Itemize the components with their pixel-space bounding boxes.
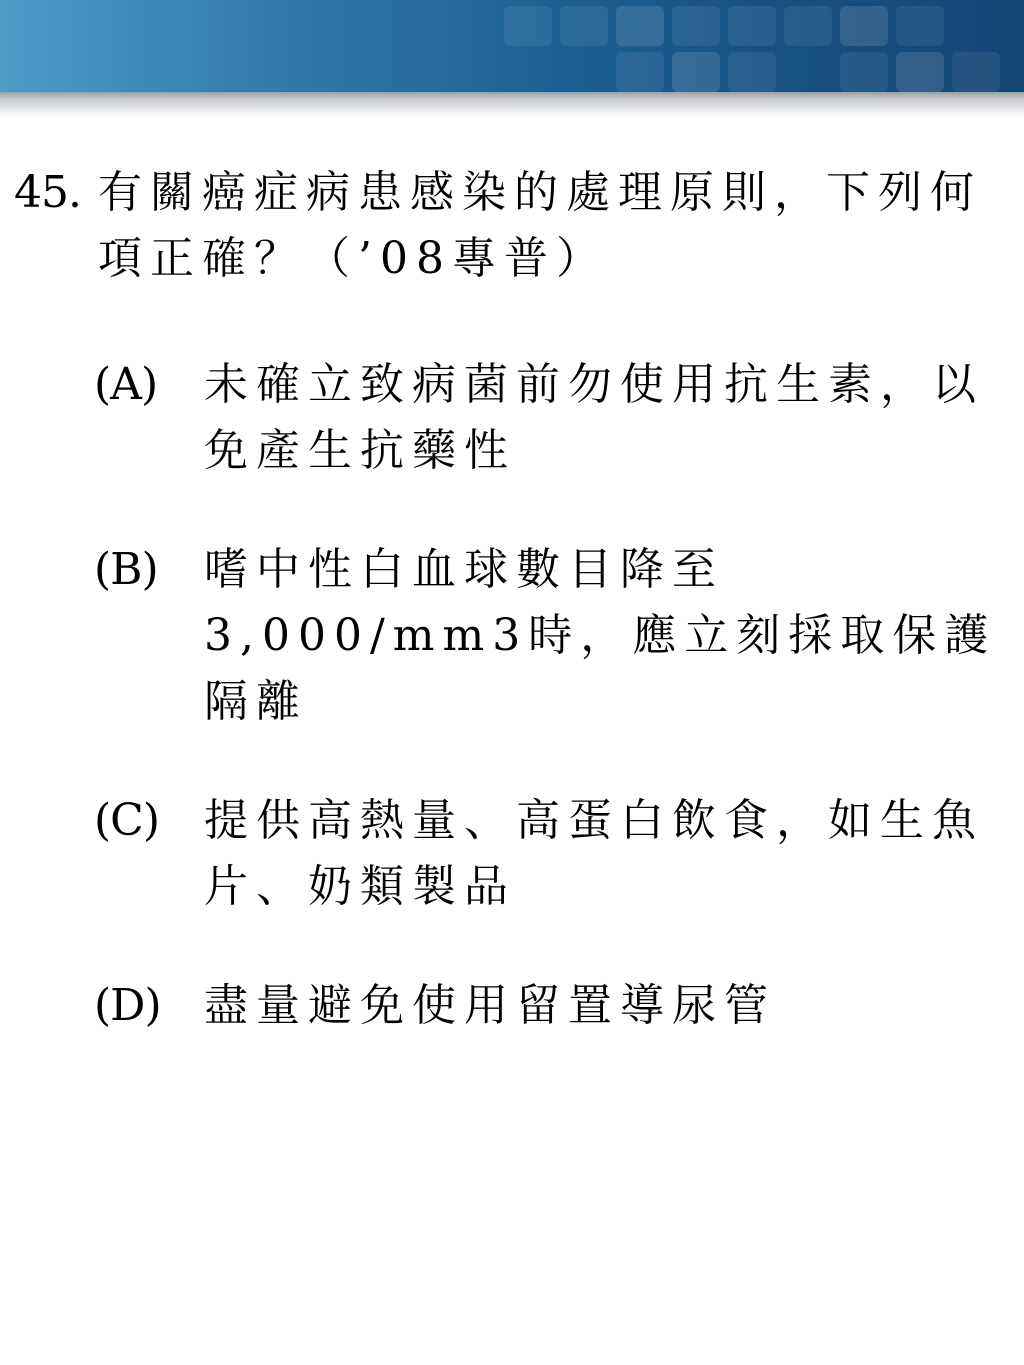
- header-tile-pattern: [464, 0, 1024, 92]
- option-text: 盡量避免使用留置導尿管: [204, 980, 776, 1031]
- option-text: 未確立致病菌前勿使用抗生素，以免產生抗藥性: [204, 359, 984, 476]
- option-text: 提供高熱量、高蛋白飲食，如生魚片、奶類製品: [204, 795, 984, 912]
- option-label: (B): [94, 544, 158, 595]
- option-c: [94, 788, 1004, 920]
- option-d: [94, 973, 1004, 1039]
- question-block: [14, 160, 1004, 292]
- option-text: 嗜中性白血球數目降至3,000/mm3時，應立刻採取保護隔離: [204, 544, 997, 727]
- question-text: 有關癌症病患感染的處理原則，下列何項正確？（’08專普）: [98, 167, 982, 284]
- option-label: (C): [94, 795, 159, 846]
- options-list: [94, 352, 1004, 1092]
- question-line: [14, 160, 1004, 292]
- question-number: 45.: [14, 167, 81, 218]
- option-a: [94, 352, 1004, 484]
- option-b: [94, 537, 1004, 735]
- option-label: (D): [94, 980, 161, 1031]
- option-label: (A): [94, 359, 158, 410]
- header-banner: [0, 0, 1024, 92]
- header-divider: [0, 92, 1024, 118]
